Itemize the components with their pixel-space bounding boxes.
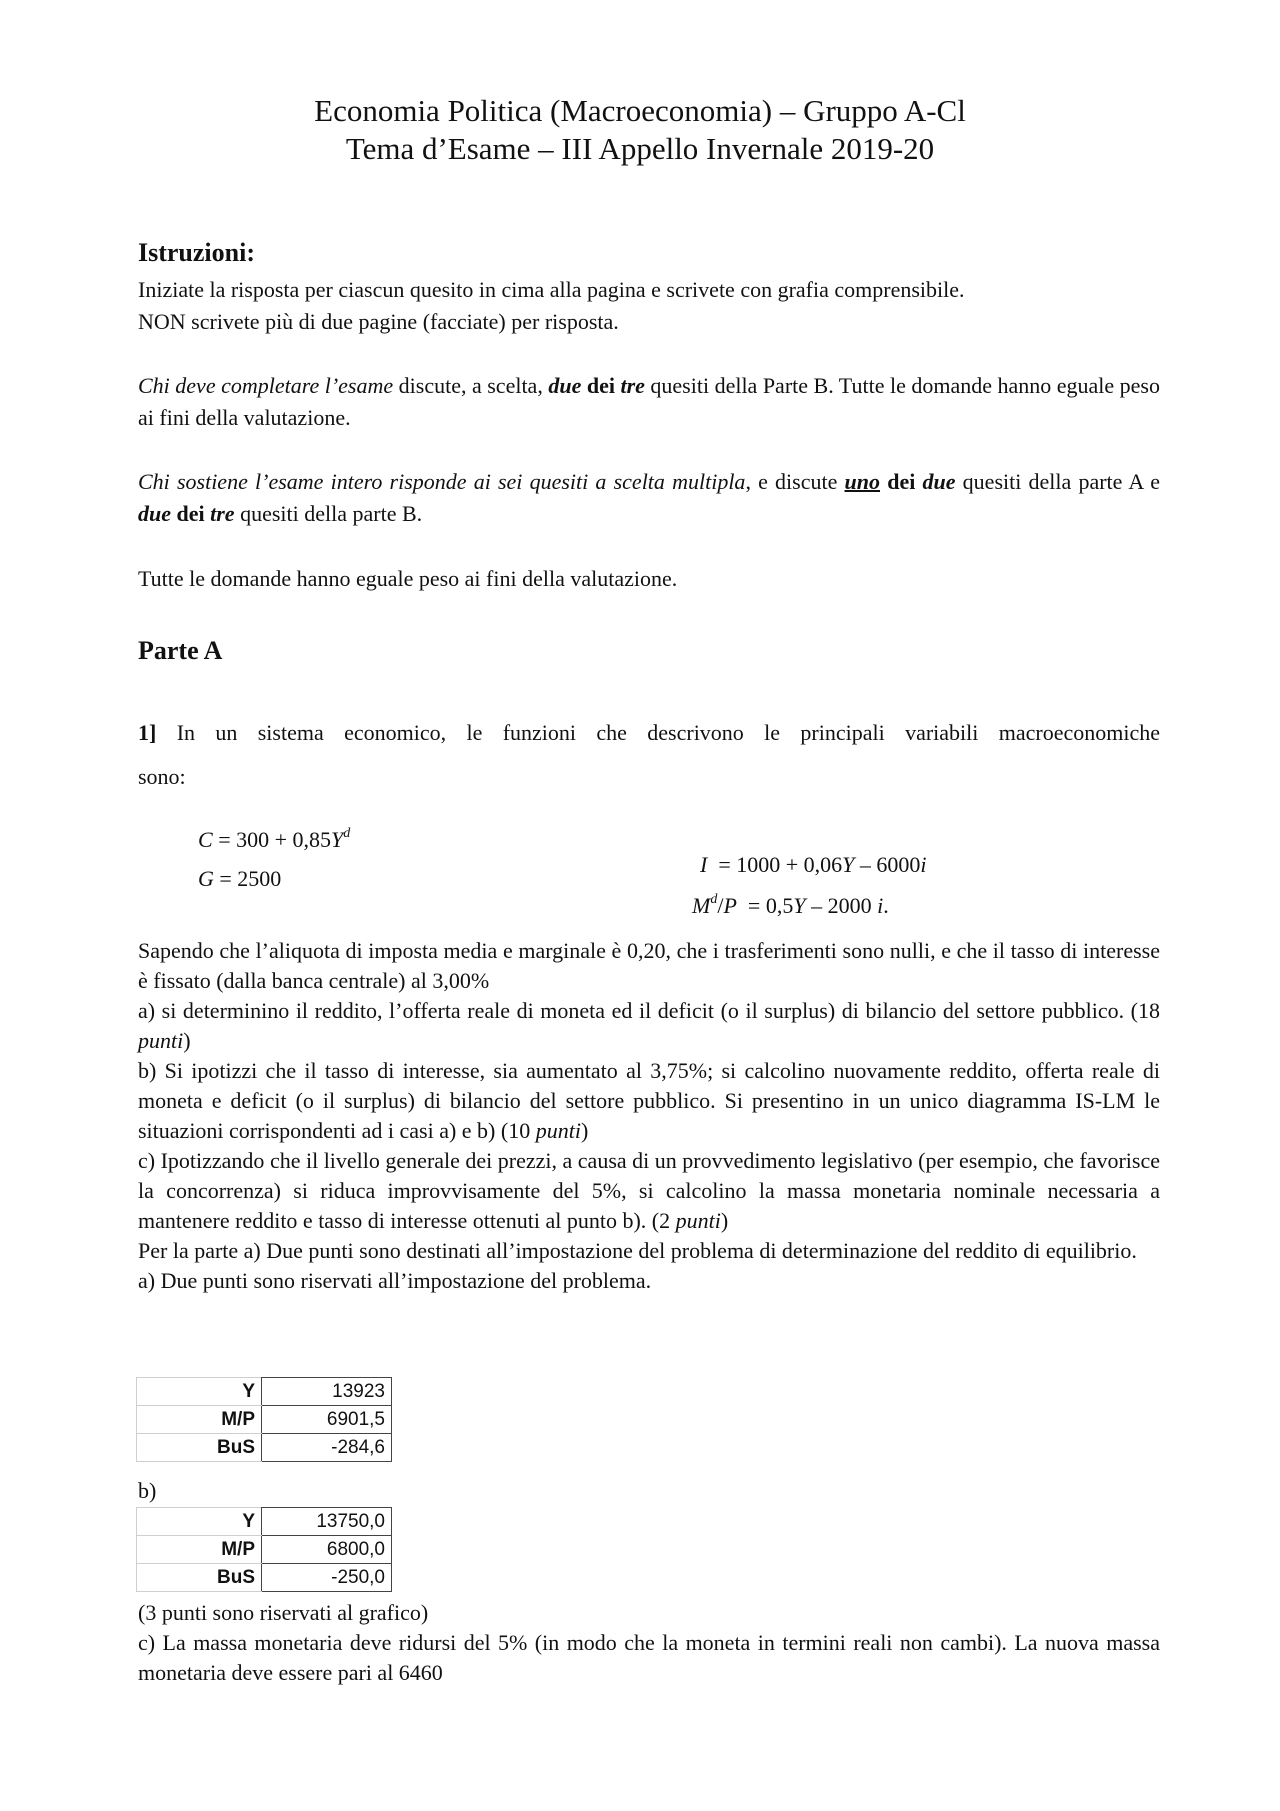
eq-var: C xyxy=(198,827,213,852)
instruction-line-2: NON scrivete più di due pagine (facciate) per risposta. xyxy=(138,309,619,334)
emphasis: dei xyxy=(880,469,923,494)
text: quesiti della parte B. xyxy=(234,501,423,526)
emphasis: dei xyxy=(581,373,621,398)
results-table-b xyxy=(136,1507,392,1592)
row-label: BuS xyxy=(137,1564,262,1592)
row-value: 6901,5 xyxy=(262,1406,392,1434)
question-1c xyxy=(138,1146,1160,1236)
eq-var: M xyxy=(692,893,711,918)
question-1-intro-cont: sono: xyxy=(138,764,186,789)
emphasis: tre xyxy=(620,373,645,398)
eq-var: Y xyxy=(331,827,344,852)
eq-var: I xyxy=(700,852,708,877)
text: punti xyxy=(138,1028,184,1053)
table-row xyxy=(137,1564,392,1592)
full-exam-lead: Chi sostiene l’esame intero risponde ai sei quesiti a scelta multipla xyxy=(138,469,746,494)
equation-government xyxy=(198,866,281,892)
instructions-full-exam xyxy=(138,466,1160,530)
row-label: M/P xyxy=(137,1536,262,1564)
row-label: BuS xyxy=(137,1434,262,1462)
text: ) xyxy=(580,1118,589,1143)
question-1-intro xyxy=(138,711,1160,755)
text: , e discute xyxy=(745,469,845,494)
instructions-weight-note: Tutte le domande hanno eguale peso ai fini della valutazione. xyxy=(138,566,678,591)
row-value: -284,6 xyxy=(262,1434,392,1462)
instruction-line-1: Iniziate la risposta per ciascun quesito in cima alla pagina e scrivete con grafia comprensibile. xyxy=(138,277,965,302)
emphasis: tre xyxy=(210,501,235,526)
partial-exam-lead: Chi deve completare l’esame xyxy=(138,373,394,398)
eq-var: P xyxy=(723,893,737,918)
text: discute, a scelta, xyxy=(393,373,549,398)
eq-text: – 6000 xyxy=(854,852,921,877)
row-label: M/P xyxy=(137,1406,262,1434)
solution-note-1: Per la parte a) Due punti sono destinati all’impostazione del problema di determinazione del reddito di equilibrio. xyxy=(138,1238,1137,1263)
solution-note-3: (3 punti sono riservati al grafico) xyxy=(138,1600,429,1625)
eq-var: G xyxy=(198,866,214,891)
text: c) Ipotizzando che il livello generale dei prezzi, a causa di un provvedimento legislativo (per esempio, che favorisce la concorrenza) si riduca improvvisamente del 5%, si calcolino la massa monetaria nominale necessaria a mantenere reddito e tasso di interesse ottenuti al punto b). (2 xyxy=(138,1148,1160,1233)
text: b) Si ipotizzi che il tasso di interesse, sia aumentato al 3,75%; si calcolino nuovamente reddito, offerta reale di moneta e deficit (o il surplus) di bilancio del settore pubblico. Si presentino in un unico diagramma IS-LM le situazioni corrispondenti ad i casi a) e b) (10 xyxy=(138,1058,1160,1143)
text: In un sistema economico, le funzioni che descrivono le principali variabili macroeconomiche xyxy=(156,720,1160,745)
question-1a xyxy=(138,996,1160,1056)
part-a-heading: Parte A xyxy=(138,636,223,665)
instructions-heading: Istruzioni: xyxy=(138,238,255,267)
solution-notes-final xyxy=(138,1598,1160,1688)
emphasis: due xyxy=(548,373,582,398)
eq-text: . xyxy=(883,893,889,918)
eq-text: – 2000 xyxy=(805,893,878,918)
row-value: 6800,0 xyxy=(262,1536,392,1564)
instructions-lines xyxy=(138,274,1160,338)
emphasis: dei xyxy=(171,501,211,526)
eq-text: / xyxy=(717,893,724,918)
results-table-a xyxy=(136,1377,392,1462)
row-label: Y xyxy=(137,1508,262,1536)
solution-note-2: a) Due punti sono riservati all’impostazione del problema. xyxy=(138,1268,652,1293)
eq-sup: d xyxy=(343,826,351,841)
emphasis: due xyxy=(138,501,171,526)
document-title xyxy=(0,92,1280,168)
solution-label-b: b) xyxy=(138,1478,157,1503)
text: a) si determinino il reddito, l’offerta reale di moneta ed il deficit (o il surplus) di bilancio del settore pubblico. (18 xyxy=(138,998,1160,1023)
eq-sup: d xyxy=(710,892,718,907)
row-value: 13750,0 xyxy=(262,1508,392,1536)
eq-var: Y xyxy=(793,893,806,918)
table-row xyxy=(137,1378,392,1406)
row-value: 13923 xyxy=(262,1378,392,1406)
text: ) xyxy=(720,1208,729,1233)
equation-consumption xyxy=(198,826,350,853)
eq-text: = 0,5 xyxy=(736,893,794,918)
table-row xyxy=(137,1434,392,1462)
row-value: -250,0 xyxy=(262,1564,392,1592)
instructions-partial-exam xyxy=(138,370,1160,434)
question-1-body xyxy=(138,936,1160,1296)
equation-money-demand xyxy=(670,866,889,945)
question-number: 1] xyxy=(138,720,157,745)
text: punti xyxy=(535,1118,581,1143)
eq-var: i xyxy=(920,852,927,877)
text: quesiti della parte A e xyxy=(955,469,1160,494)
text: punti xyxy=(675,1208,721,1233)
question-1b xyxy=(138,1056,1160,1146)
eq-text: = 2500 xyxy=(213,866,282,891)
row-label: Y xyxy=(137,1378,262,1406)
table-row xyxy=(137,1406,392,1434)
text: quesiti della Parte B. Tutte le domande hanno eguale peso ai fini della valutazione. xyxy=(138,373,1160,430)
eq-var: Y xyxy=(842,852,855,877)
given-conditions: Sapendo che l’aliquota di imposta media e marginale è 0,20, che i trasferimenti sono nulli, e che il tasso di interesse è fissato (dalla banca centrale) al 3,00% xyxy=(138,938,1160,993)
table-row xyxy=(137,1536,392,1564)
eq-var: i xyxy=(877,893,884,918)
emphasis-underlined: uno xyxy=(844,469,881,494)
text: ) xyxy=(183,1028,191,1053)
title-line-2: Tema d’Esame – III Appello Invernale 2019-20 xyxy=(345,131,935,166)
eq-text: = 1000 + 0,06 xyxy=(707,852,843,877)
table-row xyxy=(137,1508,392,1536)
emphasis: due xyxy=(922,469,956,494)
solution-note-4: c) La massa monetaria deve ridursi del 5% (in modo che la moneta in termini reali non cambi). La nuova massa monetaria deve essere pari al 6460 xyxy=(138,1630,1160,1685)
title-line-1: Economia Politica (Macroeconomia) – Gruppo A-Cl xyxy=(314,93,966,128)
eq-text: = 300 + 0,85 xyxy=(212,827,332,852)
